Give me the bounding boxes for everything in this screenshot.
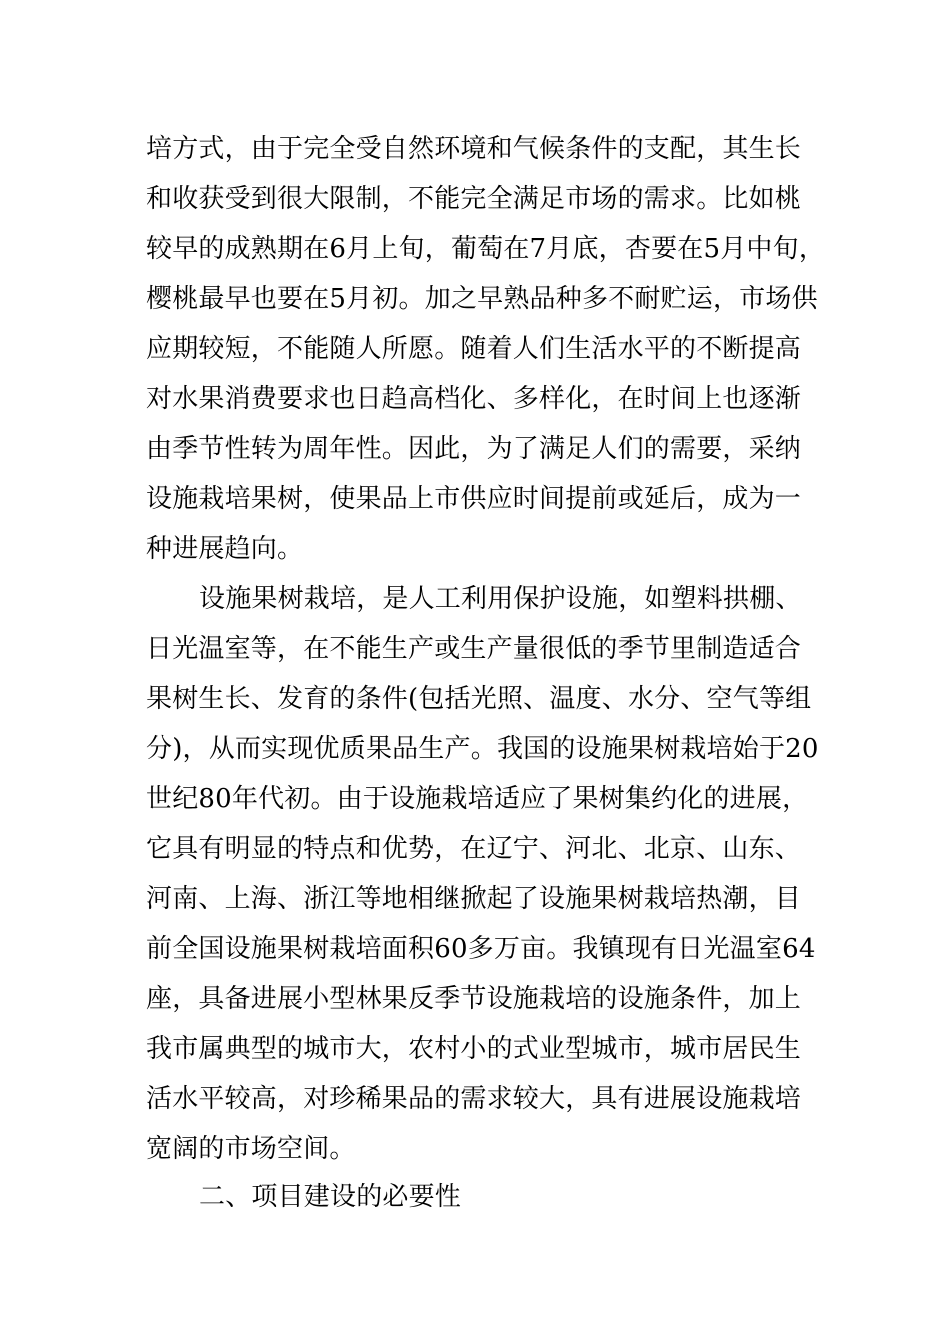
- section-heading-text: 二、项目建设的必要性: [199, 1182, 462, 1212]
- paragraph-line: 较早的成熟期在6月上旬，葡萄在7月底，杏要在5月中旬，: [146, 234, 826, 264]
- paragraph-line: 日光温室等，在不能生产或生产量很低的季节里制造适合: [146, 634, 802, 664]
- paragraph-line: 我市属典型的城市大，农村小的式业型城市，城市居民生: [146, 1034, 802, 1064]
- paragraph-line: 活水平较高，对珍稀果品的需求较大，具有进展设施栽培: [146, 1084, 802, 1114]
- paragraph-line: 世纪80年代初。由于设施栽培适应了果树集约化的进展，: [146, 784, 809, 814]
- paragraph-line: 座，具备进展小型林果反季节设施栽培的设施条件，加上: [146, 984, 802, 1014]
- paragraph-line: 和收获受到很大限制，不能完全满足市场的需求。比如桃: [146, 184, 802, 214]
- paragraph-line: 应期较短，不能随人所愿。随着人们生活水平的不断提高: [146, 334, 802, 364]
- paragraph-line: 宽阔的市场空间。: [146, 1134, 356, 1164]
- paragraph-line: 分)，从而实现优质果品生产。我国的设施果树栽培始于20: [146, 734, 819, 764]
- paragraph-line: 培方式，由于完全受自然环境和气候条件的支配，其生长: [146, 134, 802, 164]
- paragraph-line: 对水果消费要求也日趋高档化、多样化，在时间上也逐渐: [146, 384, 802, 414]
- paragraph-line: 果树生长、发育的条件(包括光照、温度、水分、空气等组: [146, 684, 812, 714]
- paragraph-line: 樱桃最早也要在5月初。加之早熟品种多不耐贮运，市场供: [146, 284, 818, 314]
- paragraph-line: 它具有明显的特点和优势，在辽宁、河北、北京、山东、: [146, 834, 802, 864]
- paragraph-line: 种进展趋向。: [146, 534, 304, 564]
- paragraph-line: 由季节性转为周年性。因此，为了满足人们的需要，采纳: [146, 434, 802, 464]
- paragraph-line: 前全国设施果树栽培面积60多万亩。我镇现有日光温室64: [146, 934, 816, 964]
- paragraph-line: 河南、上海、浙江等地相继掀起了设施果树栽培热潮，目: [146, 884, 802, 914]
- paragraph-line: 设施栽培果树，使果品上市供应时间提前或延后，成为一: [146, 484, 802, 514]
- paragraph-line: 设施果树栽培，是人工利用保护设施，如塑料拱棚、: [199, 584, 802, 614]
